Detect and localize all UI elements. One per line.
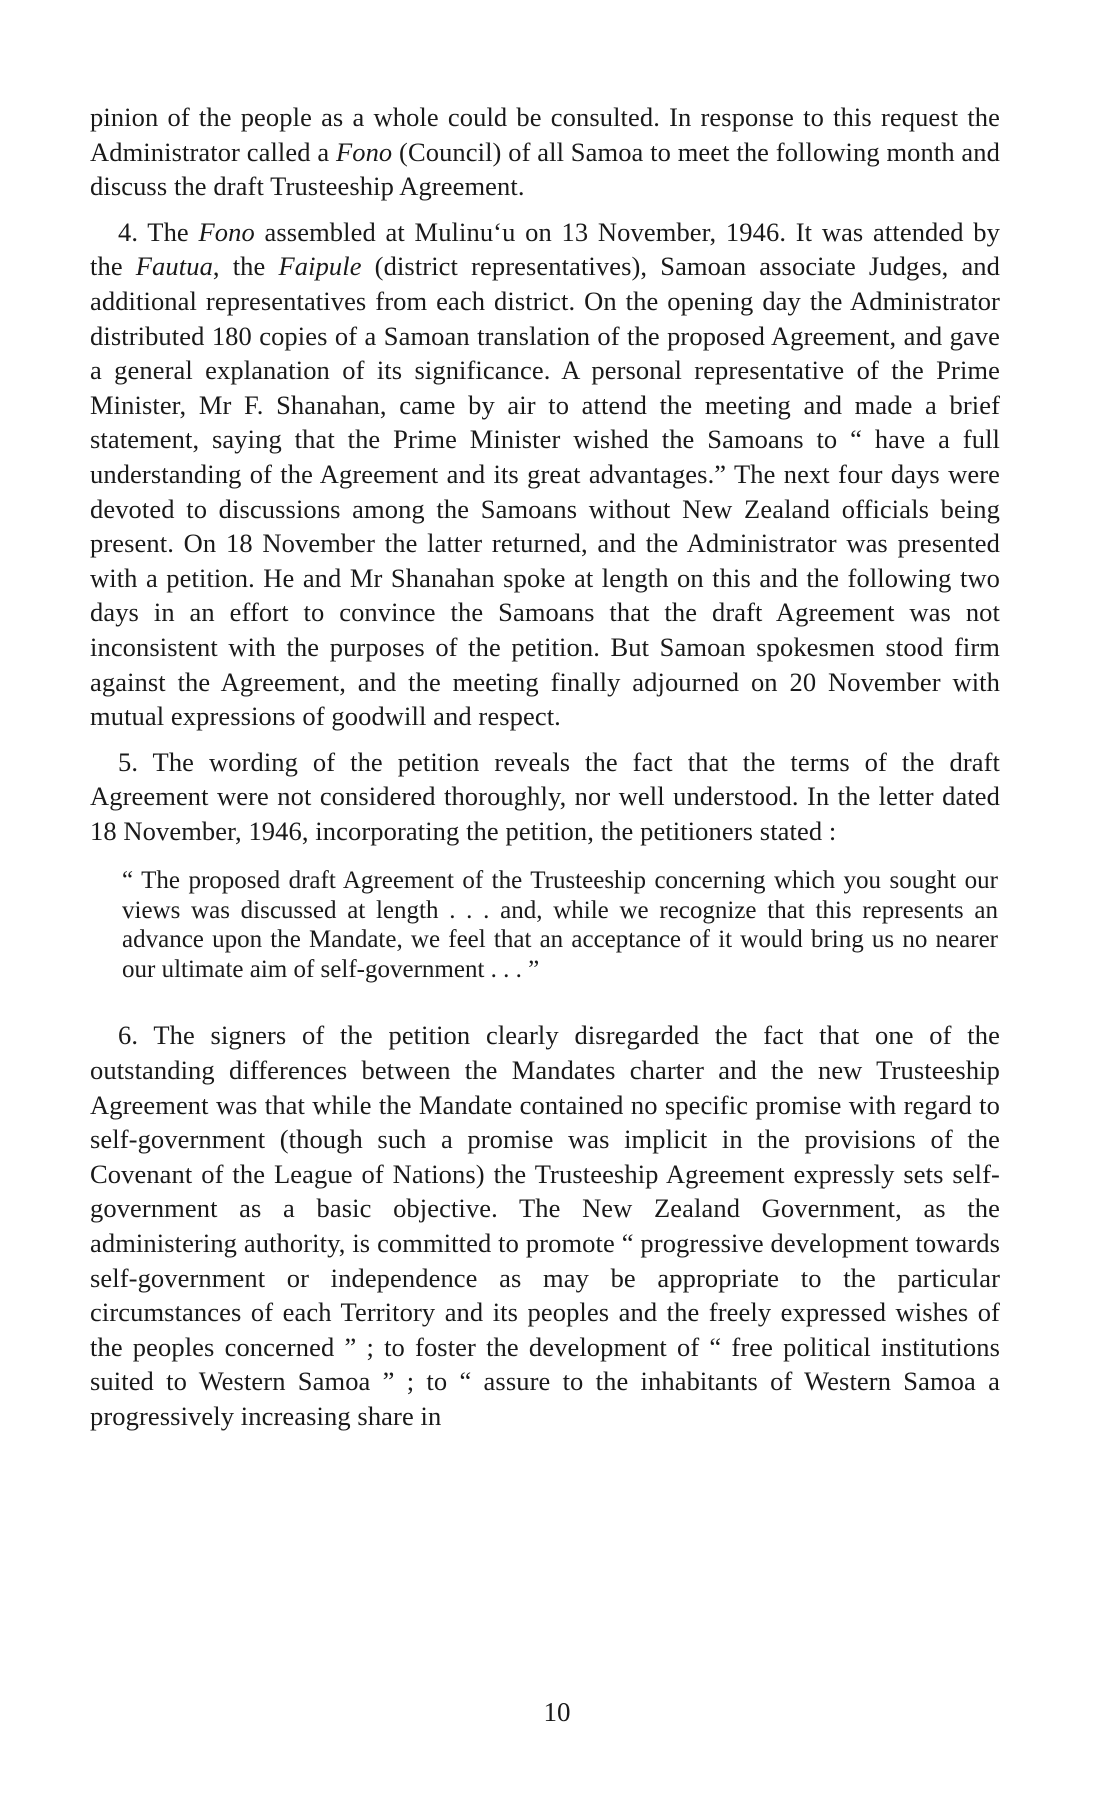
term-faipule: Faipule xyxy=(278,251,362,282)
paragraph-number: 5. xyxy=(118,746,139,777)
paragraph-number: 6. xyxy=(118,1020,139,1051)
document-page xyxy=(90,100,1000,1434)
petition-quotation: “ The proposed draft Agreement of the Trusteeship concerning which you sought our views was discussed at length . . . and, while we recognize that this represents an advance upon the Mandate, we feel that an acceptance of it would bring us no nearer our ultimate aim of self-government . . . ” xyxy=(122,867,998,983)
paragraph-6: 6. The signers of the petition clearly disregarded the fact that one of the outstanding differences between the Mandates charter and the new Trusteeship Agreement was that while the Mandate contained no specific promise with regard to self-government (though such a promise was implicit in the provisions of the Covenant of the League of Nations) the Trusteeship Agreement expressly sets self-government as a basic objective. The New Zealand Government, as the administering authority, is committed to promote “ progressive development towards self-government or independence as may be appropriate to the particular circumstances of each Territory and its peoples and the freely expressed wishes of the peoples concerned ” ; to foster the development of “ free political institutions suited to Western Samoa ” ; to “ assure to the inhabitants of Western Samoa a progressively increasing share in xyxy=(90,1020,1000,1431)
paragraph-5: 5. The wording of the petition reveals the fact that the terms of the draft Agreement were not considered thoroughly, nor well understood. In the letter dated 18 November, 1946, incorporating the petition, the petitioners stated : xyxy=(90,746,1000,846)
paragraph-3-continuation: pinion of the people as a whole could be consulted. In response to this request the Administrator called a Fono (Council) of all Samoa to meet the following month and discuss the draft Trusteeship Agreement. xyxy=(90,102,1000,202)
term-fono: Fono xyxy=(335,136,393,167)
paragraph-4: 4. The Fono assembled at Mulinu‘u on 13 November, 1946. It was attended by the Fautua, the Faipule (district representatives), Samoan associate Judges, and additional representatives from each district. On the opening day the Administrator distributed 180 copies of a Samoan translation of the proposed Agreement, and gave a general explanation of its significance. A personal representative of the Prime Minister, Mr F. Shanahan, came by air to attend the meeting and made a brief statement, saying that the Prime Minister wished the Samoans to “ have a full understanding of the Agreement and its great advantages.” The next four days were devoted to discussions among the Samoans without New Zealand officials being present. On 18 November the latter returned, and the Administrator was presented with a petition. He and Mr Shanahan spoke at length on this and the following two days in an effort to convince the Samoans that the draft Agreement was not inconsistent with the purposes of the petition. But Samoan spokesmen stood firm against the Agreement, and the meeting finally adjourned on 20 November with mutual expressions of goodwill and respect. xyxy=(90,216,1001,732)
term-fono: Fono xyxy=(198,216,255,247)
term-fautua: Fautua xyxy=(135,251,213,282)
page-number: 10 xyxy=(543,1697,571,1727)
paragraph-number: 4. xyxy=(118,216,139,247)
